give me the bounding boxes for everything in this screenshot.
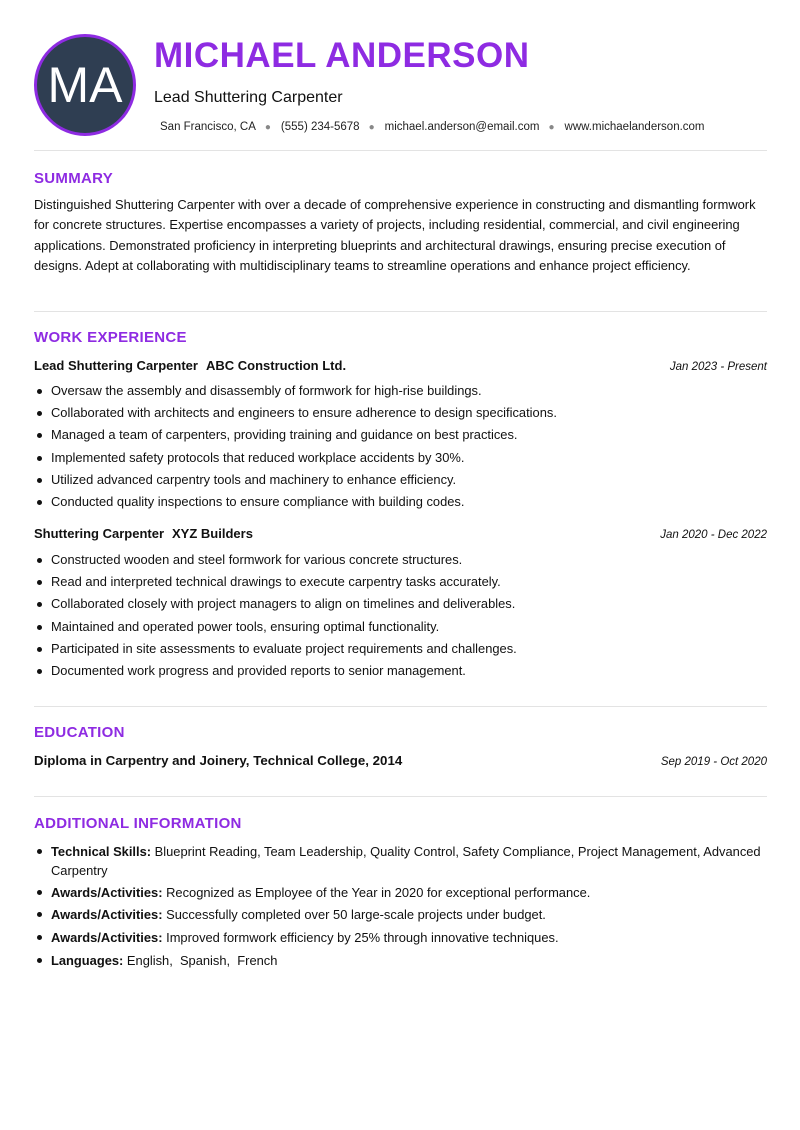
- job-bullets: [34, 549, 767, 682]
- list-item: [34, 842, 767, 880]
- list-item: [34, 951, 767, 970]
- list-item: Implemented safety protocols that reduced workplace accidents by 30%.: [34, 447, 767, 469]
- item-text: Recognized as Employee of the Year in 2020 for exceptional performance.: [162, 885, 591, 901]
- education-entry: [34, 753, 767, 768]
- education-degree: Diploma in Carpentry and Joinery, Technical College, 2014: [34, 753, 403, 768]
- candidate-title: Lead Shuttering Carpenter: [154, 89, 343, 106]
- contact-bar: [160, 121, 705, 133]
- contact-location: San Francisco, CA: [160, 121, 256, 133]
- divider: [34, 796, 767, 797]
- list-item: Documented work progress and provided reports to senior management.: [34, 660, 767, 682]
- list-item: Oversaw the assembly and disassembly of formwork for high-rise buildings.: [34, 380, 767, 402]
- list-item: [34, 883, 767, 902]
- list-item: Utilized advanced carpentry tools and machinery to enhance efficiency.: [34, 469, 767, 491]
- job-company: XYZ Builders: [172, 526, 253, 541]
- list-item: Maintained and operated power tools, ensuring optimal functionality.: [34, 616, 767, 638]
- item-label: Awards/Activities:: [51, 907, 163, 923]
- item-text: Improved formwork efficiency by 25% through innovative techniques.: [162, 929, 559, 945]
- list-item: [34, 905, 767, 924]
- education-heading: EDUCATION: [34, 724, 125, 741]
- list-item: Collaborated with architects and engineers to ensure adherence to design specifications.: [34, 402, 767, 424]
- item-text: Blueprint Reading, Team Leadership, Quality Control, Safety Compliance, Project Management, Advanced Carpentry: [51, 844, 761, 878]
- item-label: Languages:: [51, 952, 124, 968]
- candidate-name: MICHAEL ANDERSON: [154, 36, 530, 75]
- experience-heading: WORK EXPERIENCE: [34, 329, 187, 346]
- contact-email[interactable]: michael.anderson@email.com: [384, 121, 540, 133]
- separator-dot-icon: ●: [548, 121, 555, 133]
- separator-dot-icon: ●: [264, 121, 271, 133]
- list-item: Collaborated closely with project managers to align on timelines and deliverables.: [34, 593, 767, 615]
- item-text: Successfully completed over 50 large-scale projects under budget.: [162, 907, 546, 923]
- avatar-initials: MA: [47, 57, 123, 113]
- list-item: Constructed wooden and steel formwork for various concrete structures.: [34, 549, 767, 571]
- avatar: [34, 34, 136, 136]
- education-dates: Sep 2019 - Oct 2020: [660, 756, 767, 768]
- divider: [34, 706, 767, 707]
- job-header: [34, 526, 767, 541]
- list-item: Conducted quality inspections to ensure compliance with building codes.: [34, 491, 767, 513]
- job-title-line: [34, 526, 253, 541]
- job-dates: Jan 2023 - Present: [669, 361, 767, 373]
- list-item: [34, 928, 767, 947]
- job-company: ABC Construction Ltd.: [205, 358, 347, 373]
- additional-list: [34, 842, 767, 973]
- job-bullets: [34, 380, 767, 513]
- list-item: Participated in site assessments to evaluate project requirements and challenges.: [34, 638, 767, 660]
- item-text: English, Spanish, French: [123, 952, 278, 968]
- contact-website[interactable]: www.michaelanderson.com: [564, 121, 705, 133]
- job-title-line: [34, 358, 346, 373]
- additional-heading: ADDITIONAL INFORMATION: [34, 815, 242, 832]
- item-label: Awards/Activities:: [51, 885, 163, 901]
- divider: [34, 311, 767, 312]
- separator-dot-icon: ●: [368, 121, 375, 133]
- summary-heading: SUMMARY: [34, 170, 114, 187]
- summary-text: Distinguished Shuttering Carpenter with over a decade of comprehensive experience in constructing and dismantling formwork for concrete structures. Expertise encompasses a variety of projects, including residential, commercial, and civil engineering applications. Demonstrated proficiency in interpreting blueprints and architectural drawings, ensuring precise execution of designs. Adept at collaborating with multidisciplinary teams to streamline operations and enhance project efficiency.: [34, 197, 756, 274]
- job-role: Lead Shuttering Carpenter: [34, 358, 198, 373]
- divider: [34, 150, 767, 151]
- job-header: [34, 358, 767, 373]
- item-label: Awards/Activities:: [51, 929, 163, 945]
- list-item: Managed a team of carpenters, providing training and guidance on best practices.: [34, 424, 767, 446]
- job-dates: Jan 2020 - Dec 2022: [660, 529, 767, 541]
- list-item: Read and interpreted technical drawings to execute carpentry tasks accurately.: [34, 571, 767, 593]
- contact-phone: (555) 234-5678: [280, 121, 360, 133]
- job-role: Shuttering Carpenter: [34, 526, 165, 541]
- item-label: Technical Skills:: [51, 844, 152, 859]
